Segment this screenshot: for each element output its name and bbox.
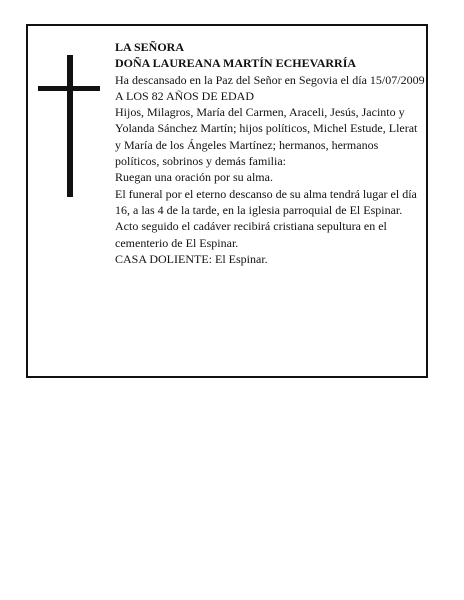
cross-vertical-bar: [67, 55, 73, 197]
funeral-info: El funeral por el eterno descanso de su alma tendrá lugar el día 16, a las 4 de la tarde, en la iglesia parroquial de El Espinar. Acto seguido el cadáver recibirá cristiana sepultura en el cementerio de El Espinar.: [115, 186, 417, 250]
prayer-request: Ruegan una oración por su alma.: [115, 170, 273, 185]
obituary-text: [115, 39, 425, 267]
death-statement: Ha descansado en la Paz del Señor en Segovia el día 15/07/2009: [115, 72, 425, 87]
age-line: A LOS 82 AÑOS DE EDAD: [115, 88, 255, 103]
mourning-house: CASA DOLIENTE: El Espinar.: [115, 251, 268, 266]
deceased-name: DOÑA LAUREANA MARTÍN ECHEVARRÍA: [115, 56, 357, 71]
cross-horizontal-bar: [38, 86, 100, 91]
family-list: Hijos, Milagros, María del Carmen, Araceli, Jesús, Jacinto y Yolanda Sánchez Martín; hijos políticos, Michel Estude, Llerat y María de los Ángeles Martínez; hermanos, hermanos políticos, sobrinos y demás familia:: [115, 105, 418, 169]
obituary-notice: [26, 24, 428, 378]
obituary-title: LA SEÑORA: [115, 40, 185, 54]
